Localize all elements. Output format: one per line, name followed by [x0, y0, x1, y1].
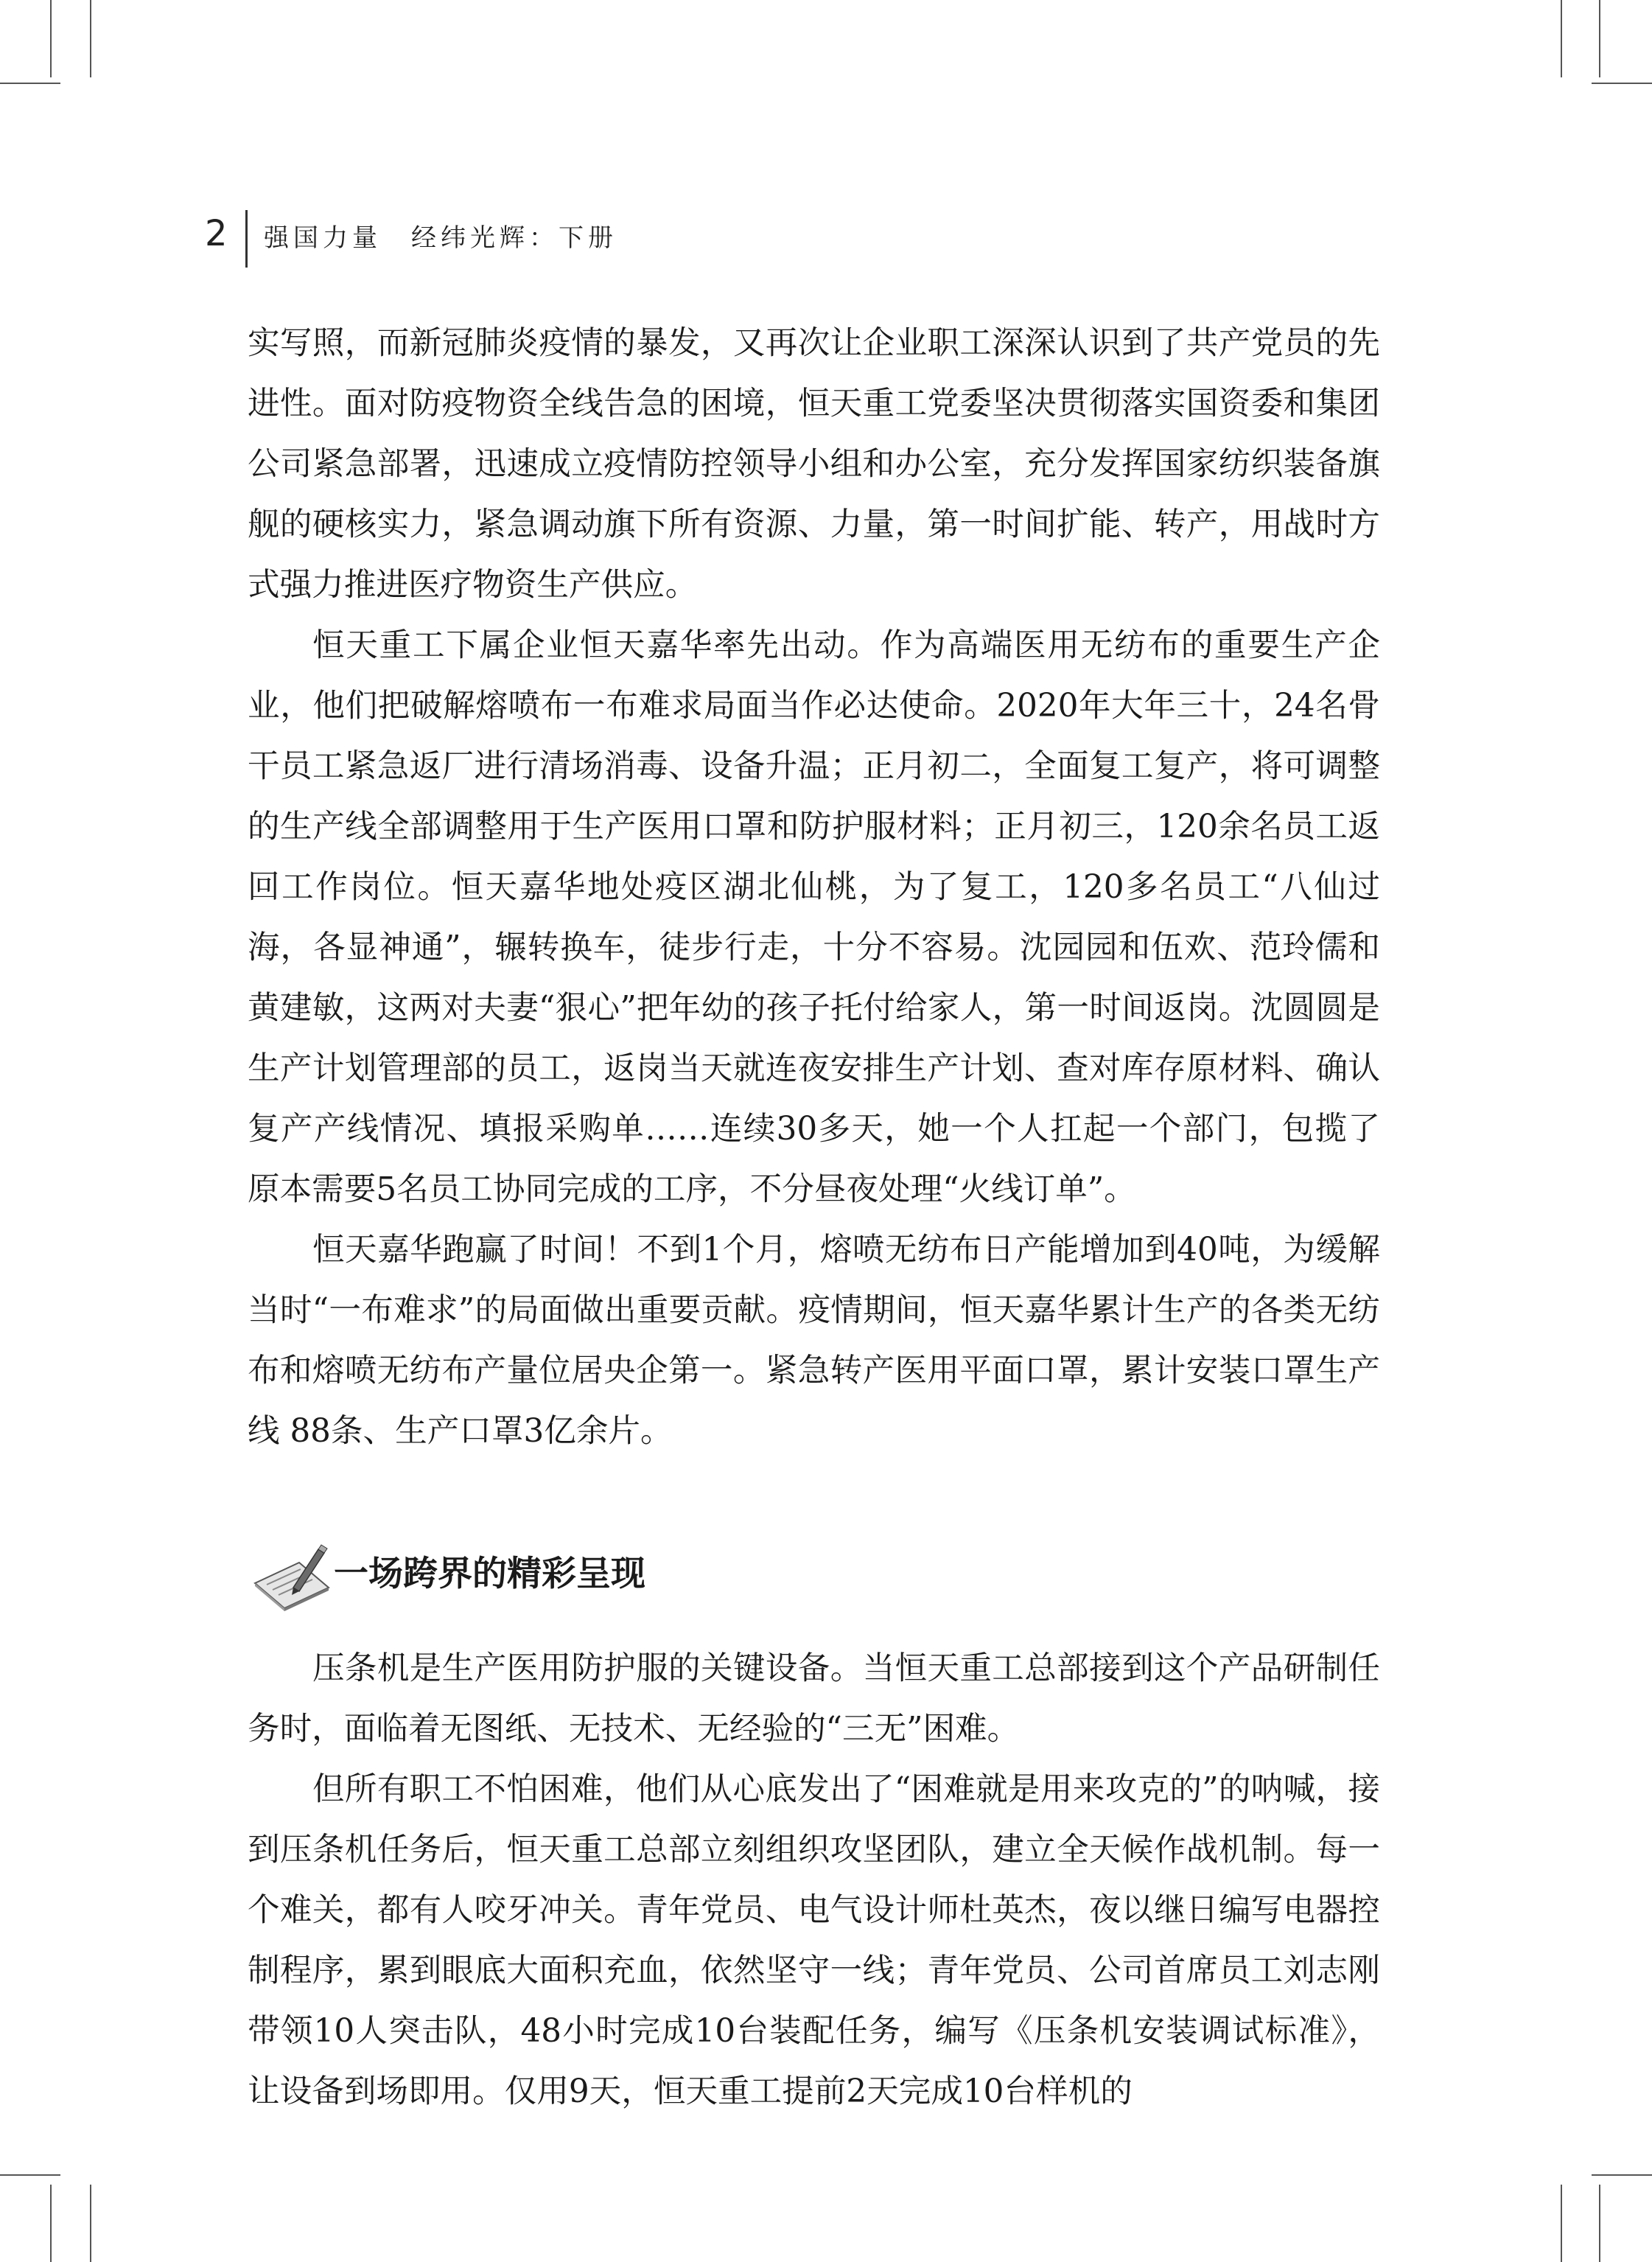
- section-title: 一场跨界的精彩呈现: [334, 1554, 645, 1594]
- pencil-notepad-icon: [251, 1543, 333, 1611]
- crop-mark: [90, 0, 91, 77]
- paragraph: 恒天重工下属企业恒天嘉华率先出动。作为高端医用无纺布的重要生产企业，他们把破解熔喷布一布难求局面当作必达使命。2020年大年三十，24名骨干员工紧急返厂进行清场消毒、设备升温；正月初二，全面复工复产，将可调整的生产线全部调整用于生产医用口罩和防护服材料；正月初三，120余名员工返回工作岗位。恒天嘉华地处疫区湖北仙桃，为了复工，120多名员工“八仙过海，各显神通”，辗转换车，徒步行走，十分不容易。沈园园和伍欢、范玲儒和黄建敏，这两对夫妻“狠心”把年幼的孩子托付给家人，第一时间返岗。沈圆圆是生产计划管理部的员工，返岗当天就连夜安排生产计划、查对库存原材料、确认复产产线情况、填报采购单……连续30多天，她一个人扛起一个部门，包揽了原本需要5名员工协同完成的工序，不分昼夜处理“火线订单”。: [248, 627, 1380, 1208]
- crop-mark: [50, 0, 52, 77]
- crop-mark: [1561, 0, 1562, 77]
- crop-mark: [0, 2174, 60, 2176]
- crop-mark: [0, 83, 60, 84]
- header-divider: [245, 210, 248, 268]
- page-number: 2: [205, 213, 228, 254]
- paragraph: 恒天嘉华跑赢了时间！不到1个月，熔喷无纺布日产能增加到40吨，为缓解当时“一布难求”的局面做出重要贡献。疫情期间，恒天嘉华累计生产的各类无纺布和熔喷无纺布产量位居央企第一。紧急转产医用平面口罩，累计安装口罩生产线 88条、生产口罩3亿余片。: [248, 1232, 1380, 1450]
- paragraph: 压条机是生产医用防护服的关键设备。当恒天重工总部接到这个产品研制任务时，面临着无图纸、无技术、无经验的“三无”困难。: [248, 1650, 1380, 1748]
- crop-mark: [90, 2185, 91, 2262]
- crop-mark: [1599, 0, 1600, 77]
- crop-mark: [1592, 83, 1652, 84]
- crop-mark: [1592, 2174, 1652, 2176]
- book-title: 强国力量 经纬光辉：下册: [264, 223, 617, 253]
- paragraph: 但所有职工不怕困难，他们从心底发出了“困难就是用来攻克的”的呐喊，接到压条机任务后，恒天重工总部立刻组织攻坚团队，建立全天候作战机制。每一个难关，都有人咬牙冲关。青年党员、电气设计师杜英杰，夜以继日编写电器控制程序，累到眼底大面积充血，依然坚守一线；青年党员、公司首席员工刘志刚带领10人突击队，48小时完成10台装配任务，编写《压条机安装调试标准》，让设备到场即用。仅用9天，恒天重工提前2天完成10台样机的: [248, 1771, 1380, 2110]
- section-heading: [248, 1539, 1380, 1609]
- page-body: [248, 313, 1380, 2122]
- crop-mark: [50, 2185, 52, 2262]
- crop-mark: [1599, 2185, 1600, 2262]
- paragraph: 实写照，而新冠肺炎疫情的暴发，又再次让企业职工深深认识到了共产党员的先进性。面对防疫物资全线告急的困境，恒天重工党委坚决贯彻落实国资委和集团公司紧急部署，迅速成立疫情防控领导小组和办公室，充分发挥国家纺织装备旗舰的硬核实力，紧急调动旗下所有资源、力量，第一时间扩能、转产，用战时方式强力推进医疗物资生产供应。: [248, 325, 1380, 604]
- crop-mark: [1561, 2185, 1562, 2262]
